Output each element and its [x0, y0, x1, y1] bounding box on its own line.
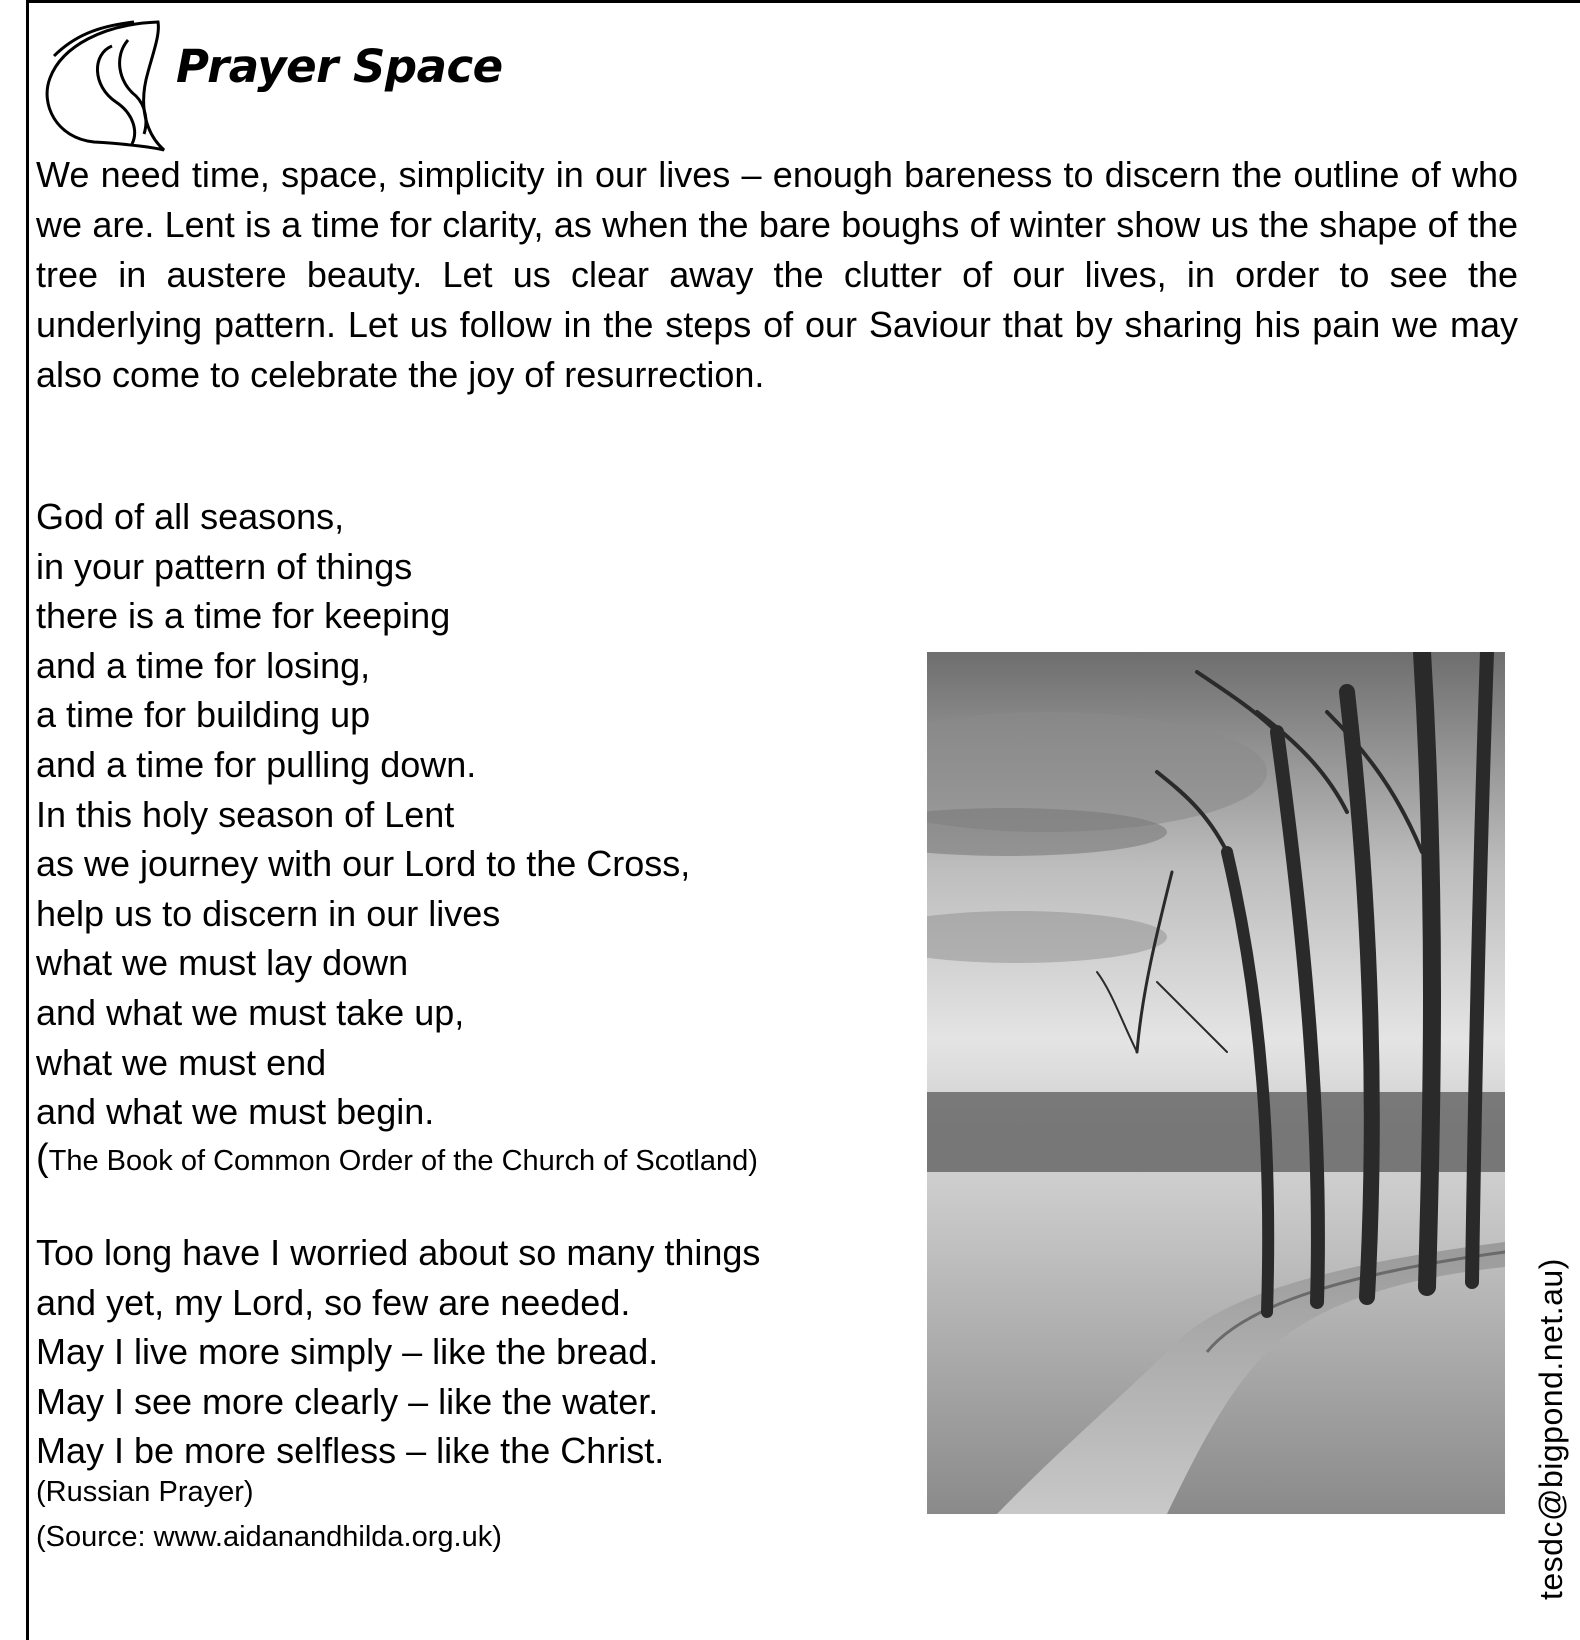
prayer-one-source: [36, 1137, 758, 1183]
prayer-line: and what we must take up,: [36, 991, 465, 1033]
painting-artwork: [927, 652, 1505, 1514]
prayer-line: in your pattern of things: [36, 545, 413, 587]
prayer-line: and a time for losing,: [36, 644, 371, 686]
prayer-line: May I see more clearly – like the water.: [36, 1380, 659, 1422]
prayer-line: In this holy season of Lent: [36, 793, 455, 835]
prayer-line: what we must end: [36, 1041, 327, 1083]
prayer-line: God of all seasons,: [36, 496, 345, 537]
prayer-one: [36, 492, 758, 1183]
leaf-icon: [34, 16, 166, 152]
prayer-line: May I live more simply – like the bread.: [36, 1331, 659, 1373]
prayer-line: Too long have I worried about so many things: [36, 1232, 761, 1273]
contact-email: tesdc@bigpond.net.au): [1533, 1258, 1569, 1600]
winter-trees-painting: [927, 652, 1505, 1514]
prayer-line: May I be more selfless – like the Christ.: [36, 1430, 665, 1472]
prayer-line: help us to discern in our lives: [36, 892, 501, 934]
prayer-two-sources: [36, 1470, 502, 1560]
page-title: Prayer Space: [176, 40, 503, 93]
intro-paragraph: [36, 150, 1518, 400]
prayer-attribution: (Russian Prayer): [36, 1476, 254, 1508]
source-open-paren: (: [36, 1136, 49, 1179]
prayer-line: a time for building up: [36, 694, 371, 736]
prayer-line: what we must lay down: [36, 942, 409, 984]
intro-text: We need time, space, simplicity in our lives – enough bareness to discern the outline of who we are. Lent is a time for clarity, as when the bare boughs of winter show us the shape of the tree in austere beauty. Let us clear away the clutter of our lives, in order to see the underlying pattern. Let us follow in the steps of our Saviour that by sharing his pain we may also come to celebrate the joy of resurrection.: [36, 154, 1518, 395]
prayer-line: there is a time for keeping: [36, 595, 451, 637]
prayer-two: [36, 1228, 760, 1476]
source-link-text: (Source: www.aidanandhilda.org.uk): [36, 1521, 502, 1553]
prayer-line: and what we must begin.: [36, 1091, 435, 1133]
prayer-line: and yet, my Lord, so few are needed.: [36, 1281, 631, 1323]
source-text: The Book of Common Order of the Church of Scotland): [48, 1144, 758, 1177]
prayer-line: as we journey with our Lord to the Cross,: [36, 843, 691, 885]
prayer-line: and a time for pulling down.: [36, 743, 477, 785]
